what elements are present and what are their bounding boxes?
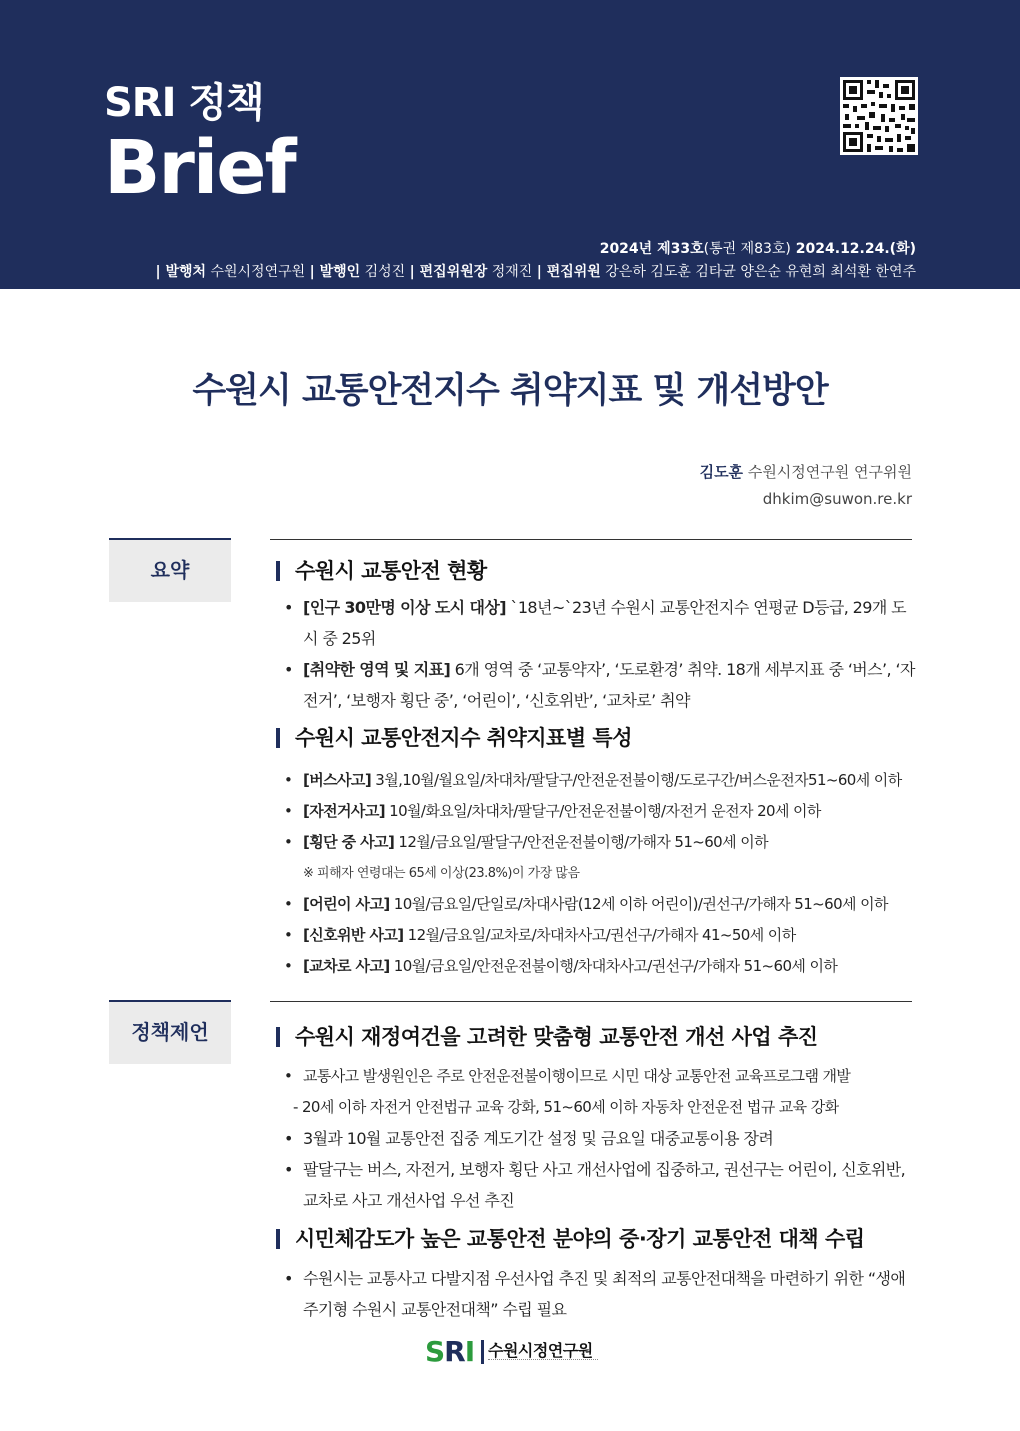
item-label: [버스사고]	[303, 771, 372, 789]
summary-heading-2: 수원시 교통안전지수 취약지표별 특성	[275, 718, 915, 758]
publisher-label: | 발행처	[155, 264, 207, 280]
item-text: 3월,10월/월요일/차대차/팔달구/안전운전불이행/도로구간/버스운전자51~60세 이하	[371, 771, 902, 789]
item-label: [신호위반 사고]	[303, 926, 404, 944]
list-item: • 교통사고 발생원인은 주로 안전운전불이행이므로 시민 대상 교통안전 교육프로그램 개발	[275, 1061, 915, 1092]
qr-code-icon[interactable]	[840, 77, 918, 155]
policy-heading-2: 시민체감도가 높은 교통안전 분야의 중·장기 교통안전 대책 수립	[275, 1219, 915, 1259]
policy-list-3	[275, 1263, 915, 1325]
editors-label: | 편집위원	[536, 264, 601, 280]
list-item: • 3월과 10월 교통안전 집중 계도기간 설정 및 금요일 대중교통이용 장려	[275, 1123, 915, 1154]
item-label: [자전거사고]	[303, 802, 385, 820]
policy-list-2	[275, 1123, 915, 1216]
logo-divider	[481, 1340, 484, 1364]
issuer-label: | 발행인	[309, 264, 361, 280]
brief-logo-line1: SRI 정책	[104, 80, 264, 126]
item-text: 12월/금요일/교차로/차대차사고/권선구/가해자 41~50세 이하	[403, 926, 796, 944]
list-item: • 팔달구는 버스, 자전거, 보행자 횡단 사고 개선사업에 집중하고, 권선구는 어린이, 신호위반, 교차로 사고 개선사업 우선 추진	[275, 1154, 915, 1216]
brief-logo-line2: Brief	[104, 125, 295, 211]
policy-subitem: - 20세 이하 자전거 안전법규 교육 강화, 51~60세 이하 자동차 안전운전 법규 교육 강화	[293, 1098, 839, 1116]
item-text: `18년~`23년 수원시 교통안전지수 연평균 D등급, 29개 도시 중 25위	[303, 598, 907, 648]
item-label: [횡단 중 사고]	[303, 833, 395, 851]
item-label: [교차로 사고]	[303, 957, 390, 975]
author-block	[700, 459, 912, 513]
list-item	[275, 889, 915, 920]
list-item: • 수원시는 교통사고 다발지점 우선사업 추진 및 최적의 교통안전대책을 마련하기 위한 “생애주기형 수원시 교통안전대책” 수립 필요	[275, 1263, 915, 1325]
publisher-value: 수원시정연구원	[206, 264, 310, 280]
sri-logo-mark: SRI	[425, 1335, 475, 1368]
item-label: [어린이 사고]	[303, 895, 390, 913]
institute-name-en-mark	[488, 1359, 598, 1362]
institute-name: 수원시정연구원	[488, 1341, 593, 1360]
author-name: 김도훈	[699, 463, 744, 481]
item-text: 12월/금요일/팔달구/안전운전불이행/가해자 51~60세 이하	[394, 833, 768, 851]
page-title: 수원시 교통안전지수 취약지표 및 개선방안	[192, 371, 828, 411]
chief-editor-value: 정재진	[487, 264, 537, 280]
list-item	[275, 951, 915, 982]
list-item	[275, 654, 915, 716]
list-item	[275, 796, 915, 827]
policy-heading-1: 수원시 재정여건을 고려한 맞춤형 교통안전 개선 사업 추진	[275, 1017, 915, 1057]
author-affiliation: 수원시정연구원 연구위원	[743, 463, 912, 481]
list-item	[275, 920, 915, 951]
summary-list-3	[275, 889, 915, 982]
item-text: 10월/금요일/단일로/차대사람(12세 이하 어린이)/권선구/가해자 51~60세 이하	[389, 895, 888, 913]
staff-credits	[155, 261, 916, 281]
summary-heading-1: 수원시 교통안전 현황	[275, 551, 915, 591]
issuer-value: 김성진	[360, 264, 410, 280]
summary-tab: 요약	[109, 538, 231, 602]
list-item	[275, 827, 915, 858]
header-banner	[0, 0, 1020, 289]
chief-editor-label: | 편집위원장	[409, 264, 488, 280]
summary-list-2	[275, 765, 915, 858]
issue-info	[600, 238, 916, 258]
victim-age-note: ※ 피해자 연령대는 65세 이상(23.8%)이 가장 많음	[303, 866, 580, 881]
summary-list-1	[275, 592, 915, 716]
author-email[interactable]: dhkim@suwon.re.kr	[762, 490, 912, 508]
policy-list-1	[275, 1061, 915, 1092]
policy-divider	[270, 1001, 912, 1002]
issue-date: 2024.12.24.(화)	[790, 241, 916, 257]
item-text: 6개 영역 중 ‘교통약자’, ‘도로환경’ 취약. 18개 세부지표 중 ‘버스’, ‘자전거’, ‘보행자 횡단 중’, ‘어린이’, ‘신호위반’, ‘교차로’ 취약	[303, 660, 915, 710]
editors-value: 강은하 김도훈 김타균 양은순 유현희 최석환 한연주	[600, 264, 916, 280]
list-item	[275, 592, 915, 654]
summary-body	[275, 551, 915, 982]
item-text: 10월/화요일/차대차/팔달구/안전운전불이행/자전거 운전자 20세 이하	[384, 802, 821, 820]
item-text: 10월/금요일/안전운전불이행/차대차사고/권선구/가해자 51~60세 이하	[389, 957, 838, 975]
issue-number: 2024년 제33호	[599, 241, 704, 257]
policy-tab: 정책제언	[109, 1000, 231, 1064]
item-label: [인구 30만명 이상 도시 대상]	[303, 598, 506, 617]
item-label: [취약한 영역 및 지표]	[303, 660, 451, 679]
issue-volume: (통권 제83호)	[703, 241, 791, 257]
summary-divider	[270, 539, 912, 540]
list-item	[275, 765, 915, 796]
policy-body	[275, 1017, 915, 1325]
